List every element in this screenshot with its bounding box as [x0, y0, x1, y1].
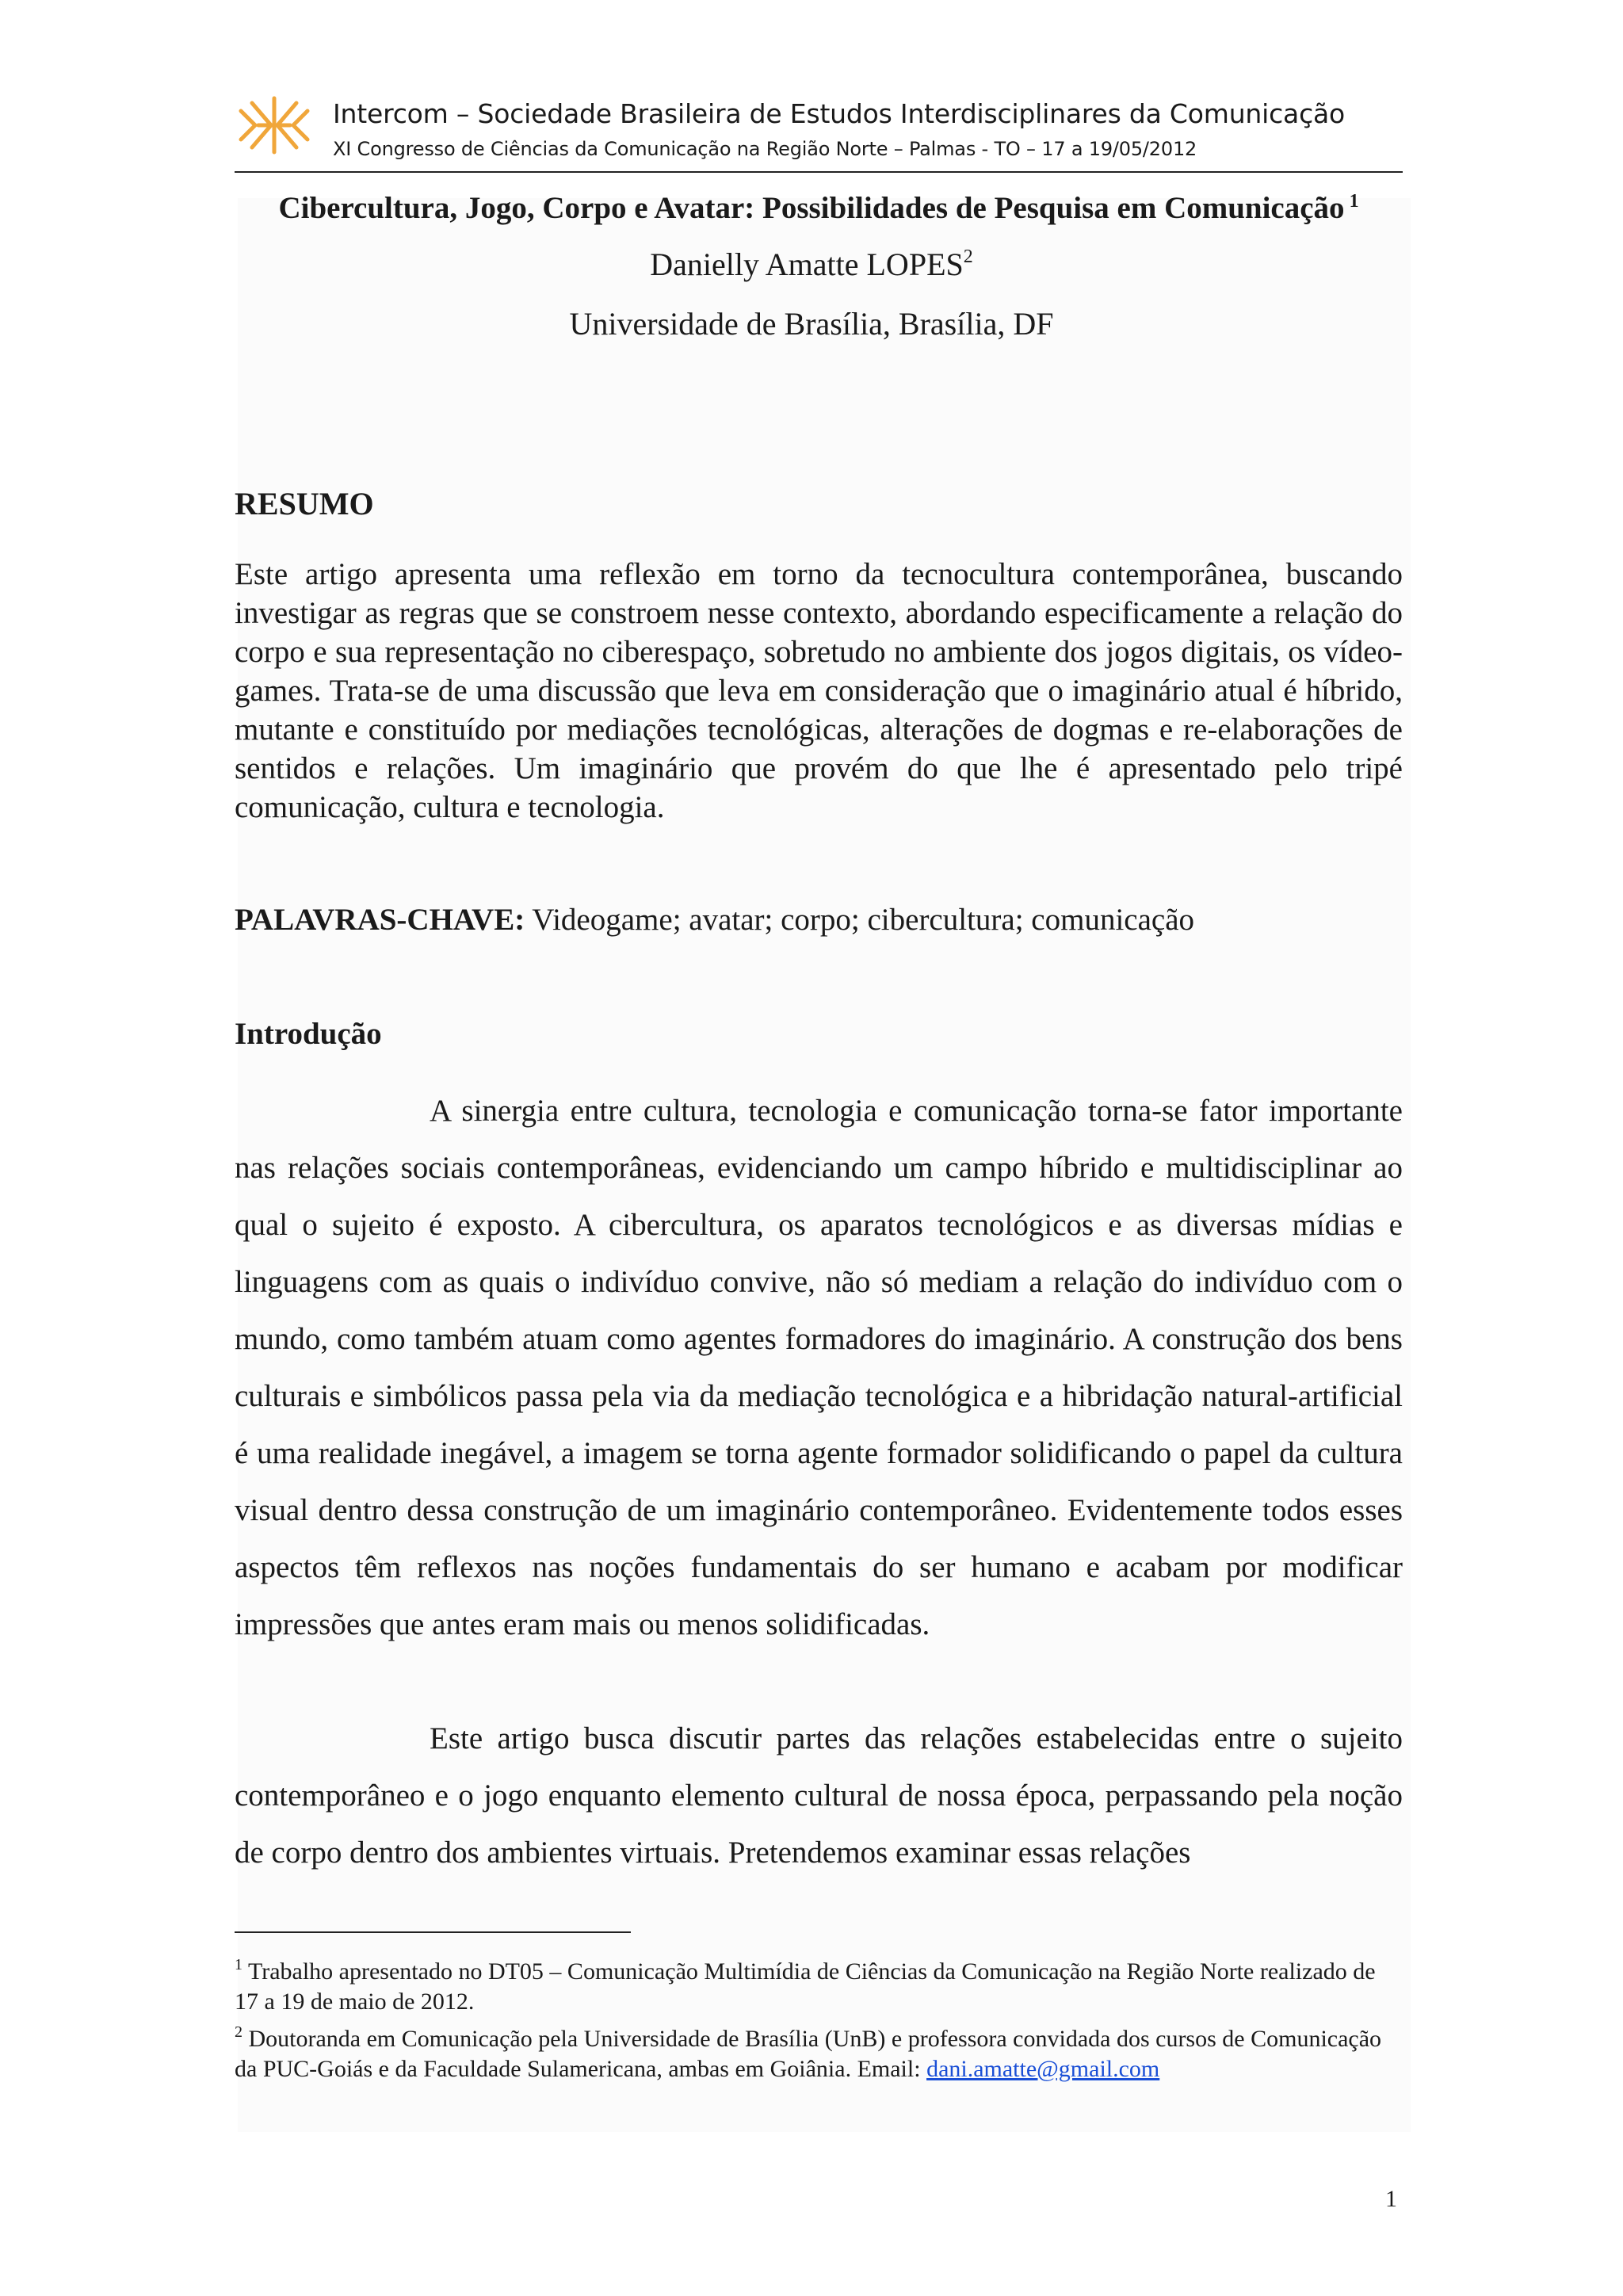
title-footnote-mark: 1: [1349, 191, 1359, 212]
header-divider: [235, 171, 1403, 173]
author-name: Danielly Amatte LOPES: [650, 246, 964, 282]
footnote-1: [235, 1950, 1403, 2017]
footnote-divider: [235, 1931, 631, 1933]
footnotes: [235, 1950, 1403, 2084]
introduction-heading: Introdução: [235, 1017, 382, 1051]
abstract-text: Este artigo apresenta uma reflexão em torno da tecnocultura contemporânea, buscando investigar as regras que se constroem nesse contexto, abordando especificamente a relação do corpo e sua representação no ciberespaço, sobretudo no ambiente dos jogos digitais, os vídeo-games. Trata-se de uma discussão que leva em consideração que o imaginário atual é híbrido, mutante e constituído por mediações tecnológicas, alterações de dogmas e re-elaborações de sentidos e relações. Um imaginário que provém do que lhe é apresentado pelo tripé comunicação, cultura e tecnologia.: [235, 557, 1403, 824]
paper-title-text: Cibercultura, Jogo, Corpo e Avatar: Possibilidades de Pesquisa em Comunicação: [278, 191, 1345, 225]
footnote-text: Doutoranda em Comunicação pela Universidade de Brasília (UnB) e professora convidada dos cursos de Comunicação da PUC-Goiás e da Faculdade Sulamericana, ambas em Goiânia. Email:: [235, 2026, 1382, 2082]
footnote-text: Trabalho apresentado no DT05 – Comunicação Multimídia de Ciências da Comunicação na Região Norte realizado de 17 a 19 de maio de 2012.: [235, 1958, 1376, 2015]
affiliation: Universidade de Brasília, Brasília, DF: [569, 306, 1054, 342]
footnote-mark: 1: [235, 1956, 242, 1973]
keywords-label: PALAVRAS-CHAVE:: [235, 903, 525, 937]
page-header: [235, 89, 1403, 174]
email-link[interactable]: dani.amatte@gmail.com: [926, 2056, 1160, 2082]
author: [0, 246, 1623, 283]
footnote-mark: 2: [235, 2023, 242, 2041]
page-number: 1: [1385, 2186, 1397, 2212]
org-name: Intercom – Sociedade Brasileira de Estudos Interdisciplinares da Comunicação: [333, 98, 1346, 129]
author-footnote-mark: 2: [963, 246, 973, 267]
keywords: [235, 902, 1194, 938]
body-paragraph: A sinergia entre cultura, tecnologia e comunicação torna-se fator importante nas relações sociais contemporâneas, evidenciando um campo híbrido e multidisciplinar ao qual o sujeito é exposto. A cibercultura, os aparatos tecnológicos e as diversas mídias e linguagens com as quais o indivíduo convive, não só mediam a relação do indivíduo com o mundo, como também atuam como agentes formadores do imaginário. A construção dos bens culturais e simbólicos passa pela via da mediação tecnológica e a hibridação natural-artificial é uma realidade inegável, a imagem se torna agente formador solidificando o papel da cultura visual dentro dessa construção de um imaginário contemporâneo. Evidentemente todos esses aspectos têm reflexos nas noções fundamentais do ser humano e acabam por modificar impressões que antes eram mais ou menos solidificadas.: [235, 1094, 1403, 1641]
abstract-heading: RESUMO: [235, 486, 374, 521]
body-paragraph: Este artigo busca discutir partes das relações estabelecidas entre o sujeito contemporâneo e o jogo enquanto elemento cultural de nossa época, perpassando pela noção de corpo dentro dos ambientes virtuais. Pretendemos examinar essas relações: [235, 1721, 1403, 1870]
intercom-logo-icon: [235, 95, 314, 155]
event-line: XI Congresso de Ciências da Comunicação na Região Norte – Palmas - TO – 17 a 19/05/2012: [333, 138, 1197, 160]
footnote-2: [235, 2017, 1403, 2084]
paper-title: [235, 190, 1403, 226]
keywords-text: Videogame; avatar; corpo; cibercultura; comunicação: [525, 903, 1195, 937]
